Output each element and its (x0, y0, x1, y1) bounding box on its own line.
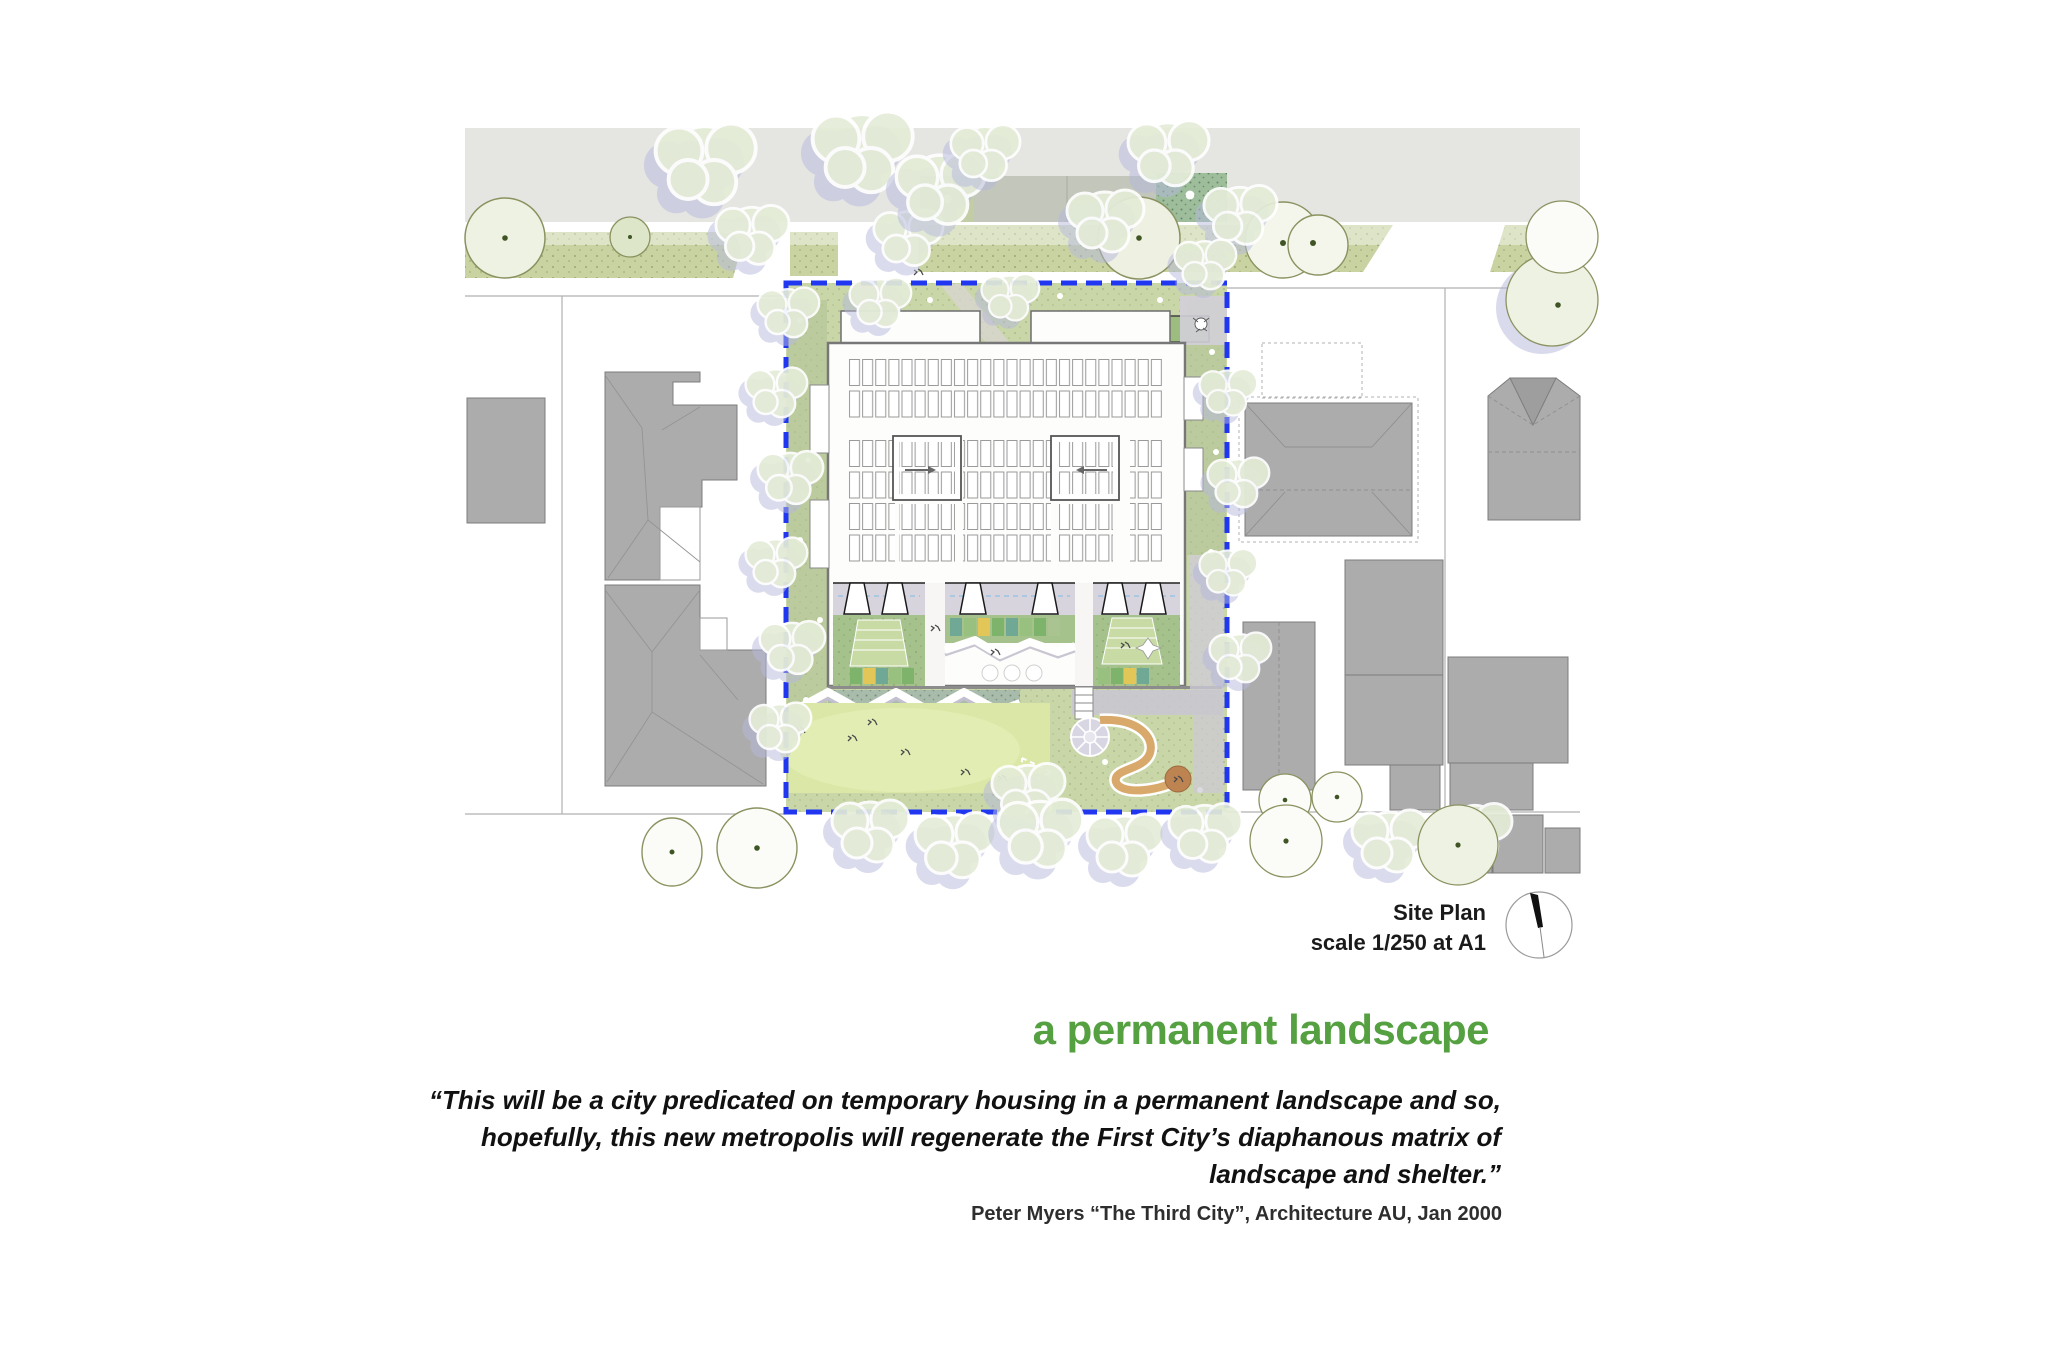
rear-path (1072, 690, 1223, 715)
neighbor-house-left (605, 372, 766, 786)
north-arrow-icon (1506, 892, 1572, 958)
quote-block (429, 1082, 1501, 1193)
quote-line: “This will be a city predicated on temporary housing in a permanent landscape and so, (428, 1085, 1501, 1115)
neighbor-block (1390, 765, 1440, 810)
plan-caption-scale: scale 1/250 at A1 (1310, 930, 1486, 955)
stair-core (1051, 436, 1119, 500)
neighbor-block (1345, 560, 1443, 765)
neighbor-house-right (1239, 343, 1418, 542)
seat-dots (982, 665, 1042, 681)
quote-line: landscape and shelter.” (1209, 1159, 1501, 1189)
proposed-building (810, 311, 1222, 688)
quote-line: hopefully, this new metropolis will regenerate the First City’s diaphanous matrix of (481, 1122, 1501, 1152)
road (465, 128, 1580, 222)
courtyards (833, 615, 1180, 686)
attribution: Peter Myers “The Third City”, Architecture AU, Jan 2000 (971, 1203, 1502, 1225)
stair-core (893, 436, 961, 500)
neighbor-small-block (467, 398, 545, 523)
page-title: a permanent landscape (1032, 1006, 1489, 1053)
rear-path (1193, 715, 1223, 793)
plan-caption (1311, 898, 1486, 958)
north-wing (1031, 311, 1170, 343)
neighbor-block (1448, 657, 1568, 763)
neighbor-house-gable (1488, 378, 1580, 520)
plan-caption-title: Site Plan (1393, 900, 1486, 925)
footbridge (1075, 687, 1093, 719)
neighbor-block (1545, 828, 1580, 873)
planting-patches (850, 668, 914, 684)
sandpit (1165, 766, 1191, 792)
